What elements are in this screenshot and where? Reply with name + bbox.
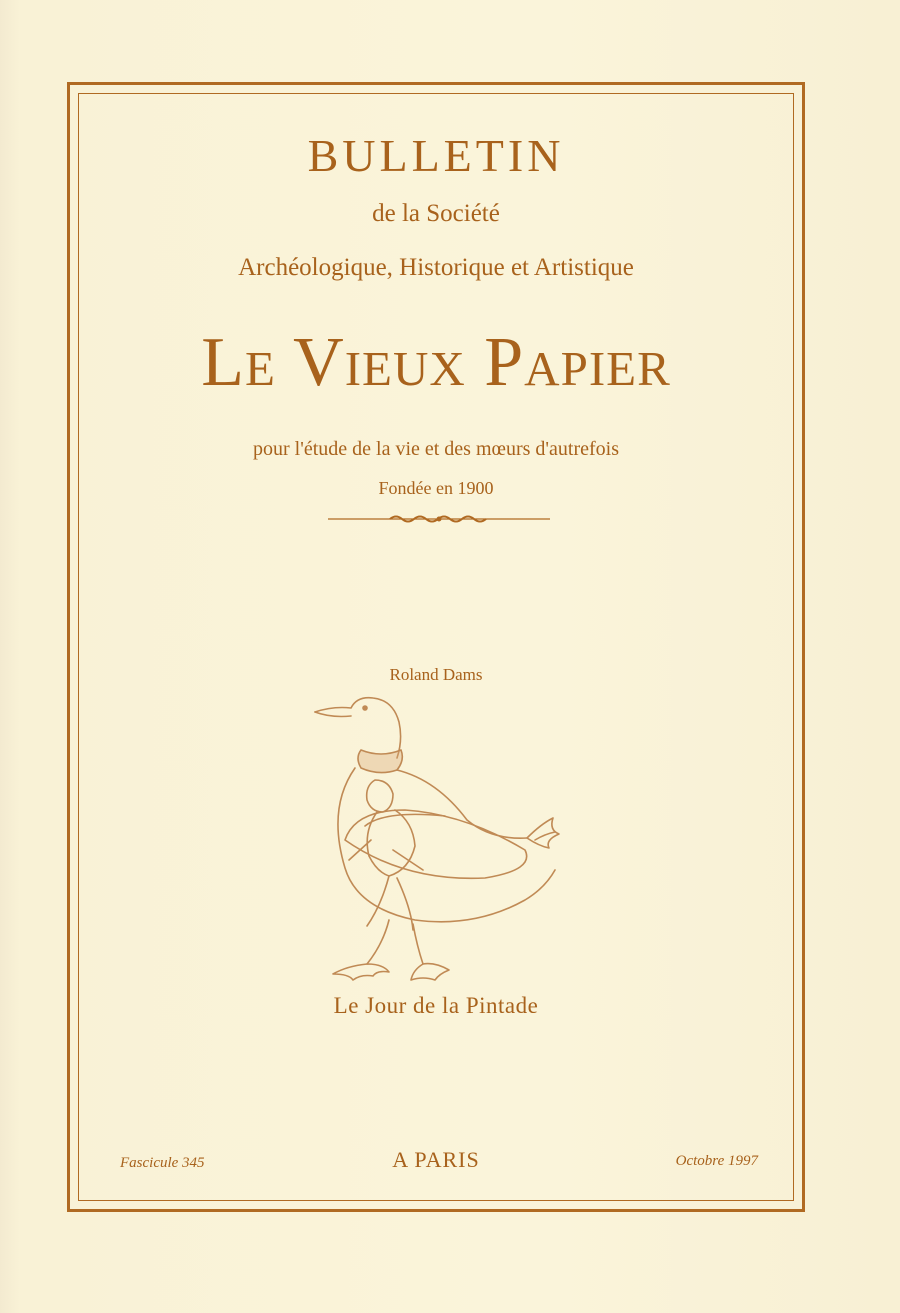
tagline: pour l'étude de la vie et des mœurs d'autrefois — [253, 438, 619, 460]
bulletin-heading: BULLETIN — [307, 130, 565, 181]
publication-date: Octobre 1997 — [675, 1153, 758, 1169]
societe-line: de la Société — [372, 200, 500, 227]
article-title: Le Jour de la Pintade — [333, 993, 539, 1018]
publication-title: Le Vieux Papier — [201, 324, 671, 401]
publication-place: A PARIS — [392, 1147, 480, 1172]
article-author: Roland Dams — [389, 665, 483, 684]
founded-line: Fondée en 1900 — [378, 478, 494, 498]
ornament-divider-icon — [328, 510, 550, 528]
duck-illustration-icon — [305, 690, 575, 990]
fascicule-number: Fascicule 345 — [120, 1155, 205, 1171]
society-subtitle: Archéologique, Historique et Artistique — [238, 254, 634, 281]
